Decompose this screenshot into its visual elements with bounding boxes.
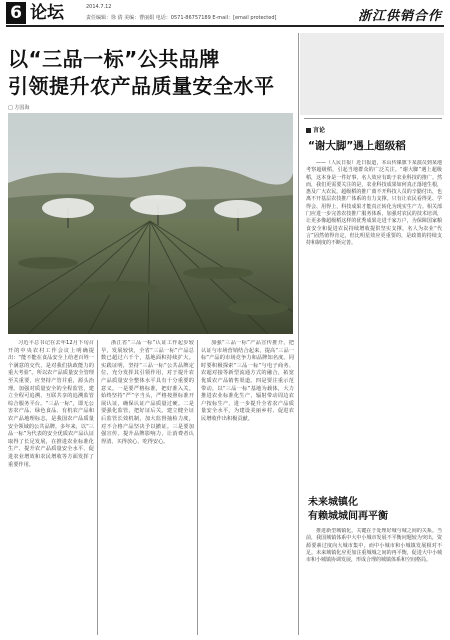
commentary-label: 言论	[313, 127, 326, 134]
issue-date: 2014.7.12	[86, 4, 112, 10]
headline	[8, 46, 275, 100]
column-divider	[97, 340, 98, 635]
page-header	[0, 0, 450, 28]
article-body-col-1	[8, 340, 94, 635]
article-paragraph: 习近平总书记在去年12月下旬召开的中央农村工作会议上明确提出：“能不能在食品安全上给老百姓一个满意的交代，是对我们执政能力的重大考验”。所以农产品质量安全管理至关重要，应坚持产管并重，源头治理。加强对质量安全的全程监管，建立全程可追溯、互联共享的追溯监管综合服务平台。“三品一标”，即无公害农产品、绿色食品、有机农产品和农产品地理标志，是我国农产品质量安全领域的公共品牌。多年来，以“三品一标”为代表的安全优质农产品认证取得了长足发展，在推进农业标准化生产、提升农产品质量安全水平、促进农业增效和农民增收等方面发挥了重要作用。	[8, 340, 94, 468]
article-body-col-2	[101, 340, 194, 635]
square-bullet-icon	[306, 128, 311, 133]
header-rule	[6, 25, 444, 27]
sidebar-article-body-2	[306, 528, 442, 635]
sidebar-rule	[304, 118, 442, 119]
headline-line-2: 引领提升农产品质量安全水平	[8, 74, 275, 98]
sidebar-article-body-1	[306, 160, 442, 490]
newspaper-masthead: 浙江供销合作	[357, 9, 442, 24]
page-number: 6	[6, 2, 26, 24]
sidebar-paragraph: ——（人民日报）近日报道，本山传媒旗下某演员到某地考察超级稻，引起当地群众的广泛关注。“谢大脚”遇上超级稻，这本身是一件好事，名人效应有助于农业科技的推广。然而，我们更需要关注的是，农业科技成果如何真正落地生根，惠及广大农民。超级稻的推广离不开科技人员的辛勤付出，也离不开基层农技推广体系的有力支撑。只有让农民看得见、学得会、用得上，科技成果才能真正转化为现实生产力。相关部门应进一步完善农技推广服务体系，加强对农民的技术培训，让更多像超级稻这样的优秀成果走进千家万户，为保障国家粮食安全和促进农民持续增收提供坚实支撑。名人为农业“代言”固然值得肯定，但比明星效应更重要的，是政策的持续支持和制度的不断完善。	[306, 160, 442, 247]
sidebar-blank-box	[300, 33, 444, 115]
article-paragraph: 加强“三品一标”产品宣传推介，把认证与市场营销结合起来，提高“三品一标”产品的市场竞争力和品牌知名度。同时要积极探索“三品一标”与电子商务、农超对接等新型流通方式的融合，拓宽优质农产品销售渠道。四是要注重示范带动。以“三品一标”基地为载体，大力推进农业标准化生产，辐射带动周边农户按标生产，进一步提升全省农产品质量安全水平，为建设美丽乡村、促进农民增收作出积极贡献。	[201, 340, 294, 422]
column-divider	[197, 340, 198, 635]
editor-line: 责任编辑：徐 倩 美编：曹丽娟 电话：0571-86757189 E-mail：[email protected]	[86, 15, 277, 21]
sidebar-article-title-1: “谢大脚”遇上超级稻	[308, 140, 406, 152]
sidebar-article-title-2: 未来城镇化 有赖城城间再平衡	[308, 497, 388, 522]
sidebar-paragraph: 推进新型城镇化，关键在于处理好城与城之间的关系。当前，我国城镇体系中大中小城市发展不平衡问题较为突出，资源要素过度向大城市集中，而中小城市和小城镇发展相对不足。未来城镇化应更加注重城城之间的再平衡，促进大中小城市和小城镇协调发展，形成合理的城镇体系和空间格局。	[306, 528, 442, 564]
farm-sprinkler-photo	[8, 113, 293, 334]
article-body-col-3	[201, 340, 294, 635]
byline: □ 方国海	[8, 105, 30, 111]
article-paragraph: 浙江省“三品一标”认证工作起步较早，发展较快，全省“三品一标”产品总数已超过六千个，基地面积持续扩大。实践证明，坚持“三品一标”公共品牌定位，充分发挥其引领作用，对于提升农产品质量安全整体水平具有十分重要的意义。一是要严格标准，把好准入关。始终坚持“严”字当头，严格按照标准开展认证，确保认证产品质量过硬。二是要强化监管，把好证后关。建立健全证后监管长效机制，加大监督抽检力度，对不合格产品坚决予以撤证。三是要加强宣传，提升品牌影响力，让消费者认得清、买得放心、吃得安心。	[101, 340, 194, 445]
commentary-tag	[306, 125, 325, 134]
section-title: 论坛	[30, 3, 64, 23]
headline-line-1: 以“三品一标”公共品牌	[8, 47, 220, 71]
sidebar-divider	[298, 33, 299, 635]
